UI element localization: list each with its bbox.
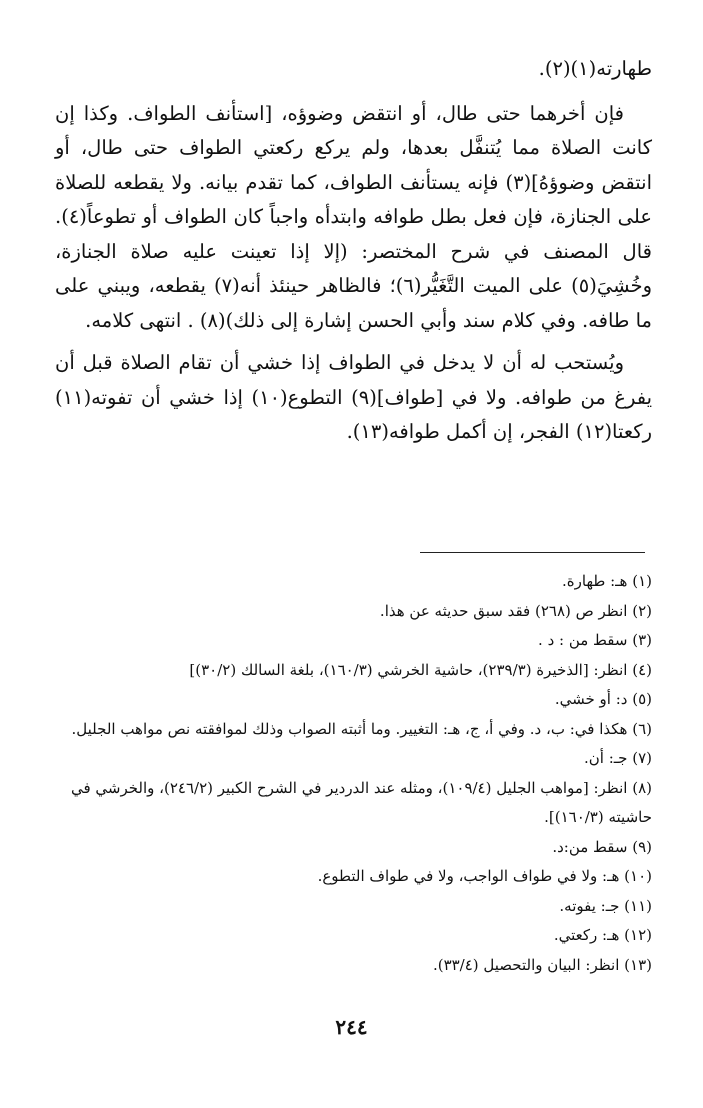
footnote: (١٠) هـ: ولا في طواف الواجب، ولا في طواف التطوع.	[317, 867, 652, 885]
paragraph-recommendation: ويُستحب له أن لا يدخل في الطواف إذا خشي أن تقام الصلاة قبل أن يفرغ من طوافه. ولا في [طواف](٩) التطوع(١٠) إذا خشي أن تفوته(١١) ركعتا(١٢) الفجر، إن أكمل طوافه(١٣).	[55, 351, 652, 443]
footnote: (١٣) انظر: البيان والتحصيل (٣٣/٤).	[432, 955, 652, 974]
main-text	[55, 52, 652, 450]
footnote: (٩) سقط من:د.	[552, 837, 652, 856]
footnotes-list	[55, 567, 652, 980]
footnote: (٧) جـ: أن.	[584, 749, 652, 767]
paragraph-tawaf-interruption: فإن أخرهما حتى طال، أو انتقض وضوؤه، [استأنف الطواف. وكذا إن كانت الصلاة مما يُتنفَّل بعدها، ولم يركع ركعتي الطواف حتى طال، أو انتقض وضوؤهُ](٣) فإنه يستأنف الطواف، كما تقدم بيانه. ولا يقطعه للصلاة على الجنازة، فإن فعل بطل طوافه وابتدأه واجباً كان الطواف أو تطوعاً(٤). قال المصنف في شرح المختصر: (إلا إذا تعينت عليه صلاة الجنازة، وخُشِيَ(٥) على الميت التَّغَيُّر(٦)؛ فالظاهر حينئذ أنه(٧) يقطعه، ويبني على ما طافه. وفي كلام سند وأبي الحسن إشارة إلى ذلك)(٨) . انتهى كلامه.	[55, 101, 652, 332]
footnote: (٤) انظر: [الذخيرة (٢٣٩/٣)، حاشية الخرشي (١٦٠/٣)، بلغة السالك (٣٠/٢)]	[189, 660, 652, 679]
footnote: (٦) هكذا في: ب، د. وفي أ، ج، هـ: التغيير. وما أثبته الصواب وذلك لموافقته نص مواهب الجليل.	[71, 719, 652, 738]
footnote: (٥) د: أو خشي.	[554, 690, 652, 708]
footnote: (٣) سقط من : د .	[538, 631, 652, 649]
footnote-separator	[420, 552, 645, 553]
footnote: (١١) جـ: يفوته.	[559, 896, 652, 915]
page-number: ٢٤٤	[335, 1015, 368, 1039]
footnote: (٨) انظر: [مواهب الجليل (١٠٩/٤)، ومثله عند الدردير في الشرح الكبير (٢٤٦/٢)، والخرشي في حاشيته (١٦٠/٣)].	[70, 778, 652, 826]
continued-line: طهارته(١)(٢).	[538, 57, 652, 80]
footnote: (٢) انظر ص (٢٦٨) فقد سبق حديثه عن هذا.	[379, 601, 652, 620]
footnote: (١) هـ: طهارة.	[562, 572, 652, 590]
footnote: (١٢) هـ: ركعتي.	[553, 926, 652, 944]
